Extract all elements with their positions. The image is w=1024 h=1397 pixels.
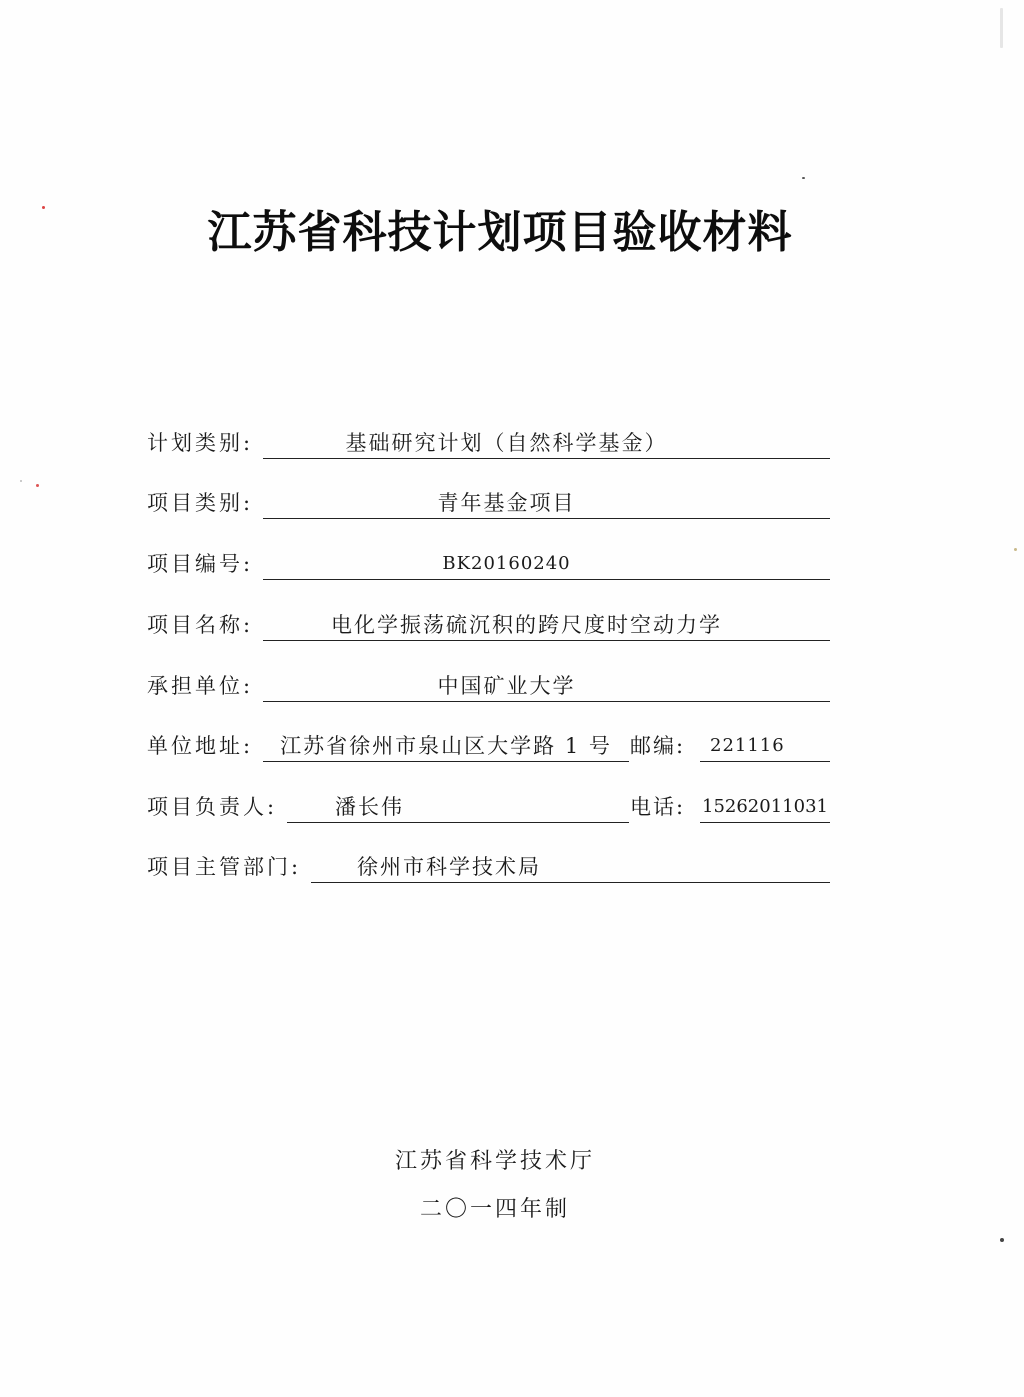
project-leader-field: [287, 792, 629, 823]
scan-speck: [1000, 8, 1003, 48]
unit-address-label: 单位地址:: [147, 734, 254, 758]
postcode-label: 邮编:: [630, 734, 686, 758]
project-number-label: 项目编号:: [147, 552, 254, 576]
project-leader-row: [147, 792, 837, 826]
phone-value: 15262011031: [702, 796, 828, 817]
postcode-value: 221116: [710, 735, 785, 756]
project-number-row: [147, 549, 837, 583]
document-title: 江苏省科技计划项目验收材料: [207, 207, 793, 258]
phone-field: [700, 792, 830, 823]
plan-category-row: [147, 428, 837, 462]
project-name-value: 电化学振荡硫沉积的跨尺度时空动力学: [331, 613, 722, 637]
project-name-field: [263, 610, 830, 641]
undertaking-unit-row: [147, 671, 837, 705]
project-name-label: 项目名称:: [147, 613, 254, 637]
scan-speck: [802, 177, 805, 179]
plan-category-field: [263, 428, 830, 459]
issue-year: 二〇一四年制: [419, 1197, 570, 1222]
project-category-field: [263, 488, 830, 519]
scan-speck: [1014, 548, 1017, 551]
supervising-department-field: [311, 852, 830, 883]
project-category-value: 青年基金项目: [437, 491, 576, 515]
project-category-row: [147, 488, 837, 522]
issuer-name: 江苏省科学技术厅: [394, 1149, 595, 1174]
scan-speck: [1000, 1238, 1004, 1242]
project-number-value: BK20160240: [442, 553, 571, 574]
supervising-department-value: 徐州市科学技术局: [357, 855, 541, 879]
project-leader-label: 项目负责人:: [147, 795, 278, 819]
plan-category-label: 计划类别:: [147, 431, 254, 455]
undertaking-unit-label: 承担单位:: [147, 674, 254, 698]
postcode-field: [700, 731, 830, 762]
supervising-department-label: 项目主管部门:: [147, 855, 302, 879]
project-name-row: [147, 610, 837, 644]
project-category-label: 项目类别:: [147, 491, 254, 515]
unit-address-field: [263, 731, 629, 762]
project-number-field: [263, 549, 830, 580]
supervising-department-row: [147, 852, 837, 886]
unit-address-value: 江苏省徐州市泉山区大学路 1 号: [280, 734, 612, 758]
plan-category-value: 基础研究计划（自然科学基金）: [345, 431, 668, 455]
scan-speck: [20, 480, 22, 482]
unit-address-row: [147, 731, 837, 765]
phone-label: 电话:: [630, 795, 686, 819]
undertaking-unit-value: 中国矿业大学: [437, 674, 576, 698]
undertaking-unit-field: [263, 671, 830, 702]
project-leader-value: 潘长伟: [335, 795, 404, 819]
scan-speck: [36, 484, 39, 487]
